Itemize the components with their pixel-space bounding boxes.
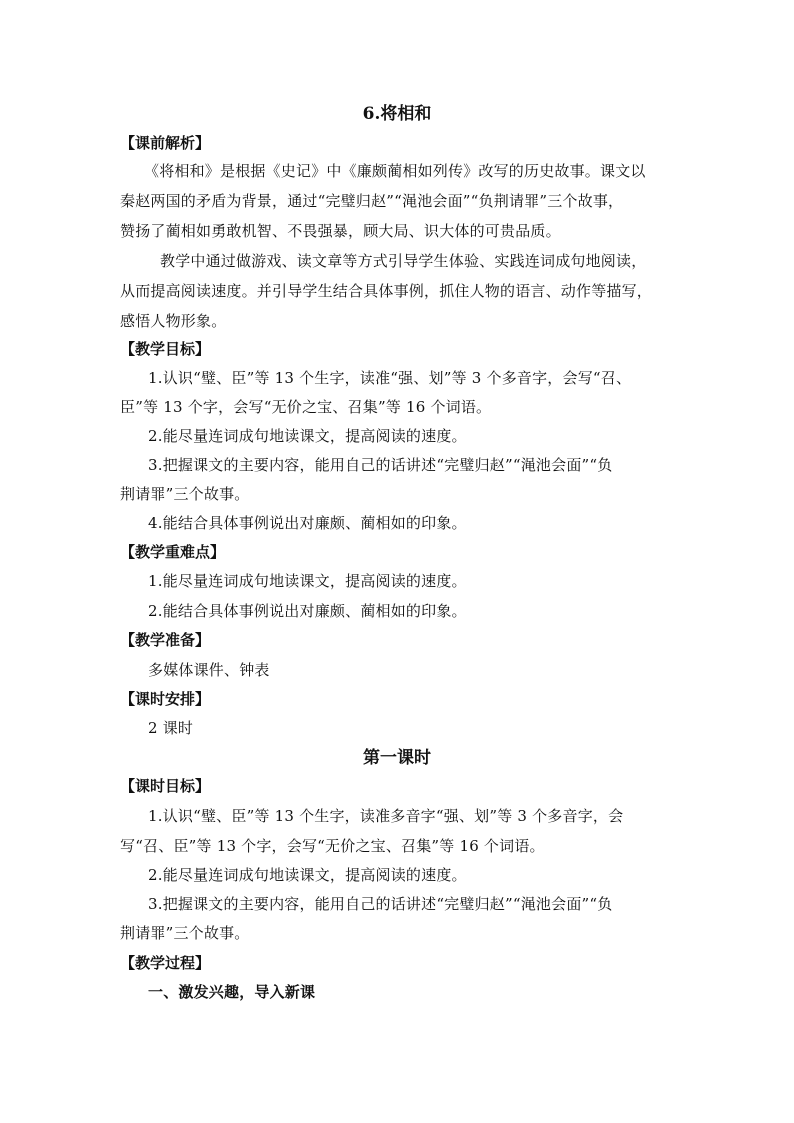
paragraph-line: 秦赵两国的矛盾为背景，通过“完璧归赵”“渑池会面”“负荆请罪”三个故事，	[120, 192, 624, 210]
lesson-goal-line: 2.能尽量连词成句地读课文，提高阅读的速度。	[148, 866, 467, 884]
section-heading-prep: 【教学准备】	[120, 631, 211, 649]
lesson-goal-line: 1.认识“璧、臣”等 13 个生字，读准多音字“强、划”等 3 个多音字，会	[148, 807, 624, 825]
section-heading-lesson-goals: 【课时目标】	[120, 777, 211, 795]
goal-line: 1.认识“璧、臣”等 13 个生字，读准“强、划”等 3 个多音字，会写“召、	[148, 369, 632, 387]
paragraph-line: 教学中通过做游戏、读文章等方式引导学生体验、实践连词成句地阅读，	[160, 252, 647, 270]
paragraph-line: 赞扬了蔺相如勇敢机智、不畏强暴，顾大局、识大体的可贵品质。	[120, 222, 561, 240]
section-heading-process: 【教学过程】	[120, 954, 211, 972]
goal-line: 2.能尽量连词成句地读课文，提高阅读的速度。	[148, 427, 467, 445]
process-step-heading: 一、激发兴趣，导入新课	[148, 983, 316, 1001]
lesson-goal-line: 写“召、臣”等 13 个字，会写“无价之宝、召集”等 16 个词语。	[120, 837, 545, 855]
section-heading-analysis: 【课前解析】	[120, 134, 211, 152]
paragraph-line: 感悟人物形象。	[120, 312, 227, 330]
schedule-text: 2 课时	[148, 719, 194, 737]
prep-text: 多媒体课件、钟表	[148, 661, 270, 679]
lesson-title: 第一课时	[363, 748, 431, 768]
keypoint-line: 1.能尽量连词成句地读课文，提高阅读的速度。	[148, 572, 467, 590]
section-heading-goals: 【教学目标】	[120, 340, 211, 358]
lesson-goal-line: 荆请罪”三个故事。	[120, 924, 250, 942]
goal-line: 3.把握课文的主要内容，能用自己的话讲述“完璧归赵”“渑池会面”“负	[148, 456, 613, 474]
section-heading-keypoints: 【教学重难点】	[120, 543, 226, 561]
paragraph-line: 从而提高阅读速度。并引导学生结合具体事例，抓住人物的语言、动作等描写，	[120, 282, 653, 300]
document-title: 6.将相和	[362, 104, 432, 124]
paragraph-line: 《将相和》是根据《史记》中《廉颇蔺相如列传》改写的历史故事。课文以	[144, 162, 646, 180]
keypoint-line: 2.能结合具体事例说出对廉颇、蔺相如的印象。	[148, 602, 467, 620]
goal-line: 4.能结合具体事例说出对廉颇、蔺相如的印象。	[148, 514, 467, 532]
section-heading-schedule: 【课时安排】	[120, 690, 211, 708]
lesson-goal-line: 3.把握课文的主要内容，能用自己的话讲述“完璧归赵”“渑池会面”“负	[148, 895, 613, 913]
goal-line: 荆请罪”三个故事。	[120, 485, 250, 503]
goal-line: 臣”等 13 个字，会写“无价之宝、召集”等 16 个词语。	[120, 398, 492, 416]
